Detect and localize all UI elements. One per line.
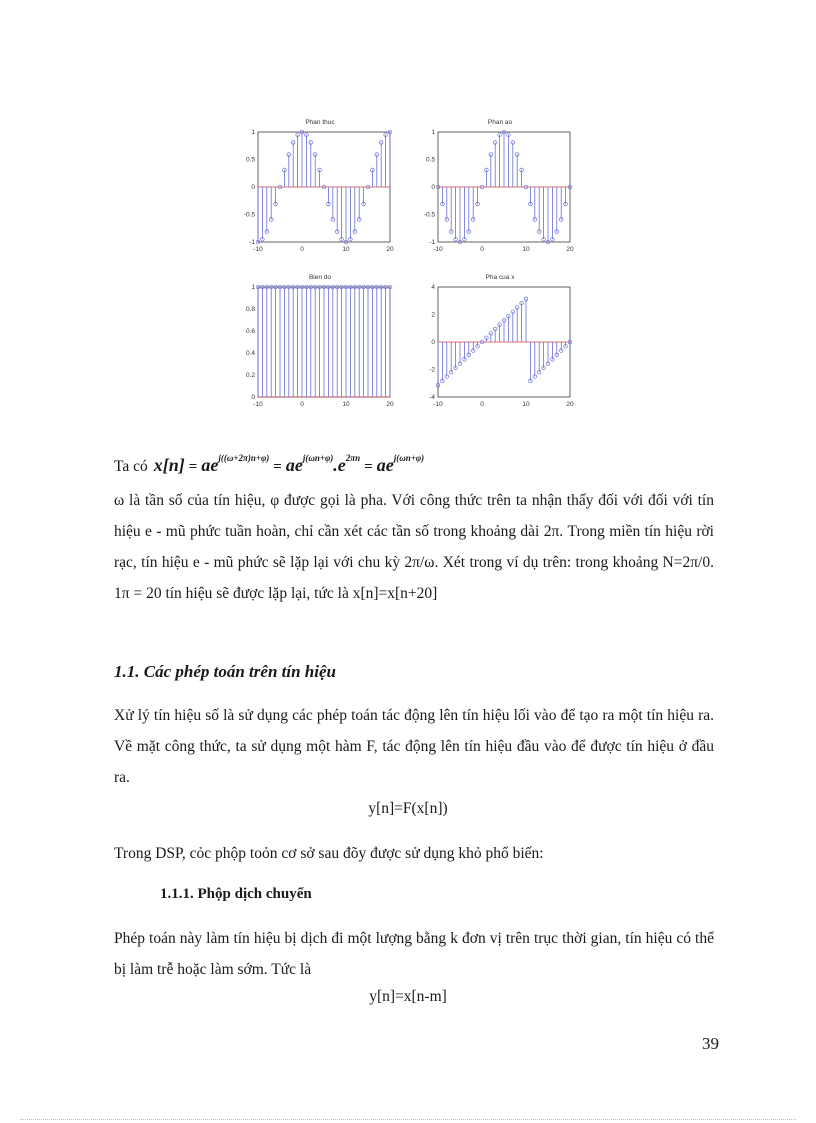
stem-marks [256, 285, 392, 397]
paragraph-frequency: ω là tần số của tín hiệu, φ được gọi là pha. Với công thức trên ta nhận thấy đối với đối với tín hiệu e - mũ phức tuần hoàn, chỉ cần xét các tần số trong khoảng dài 2π. Trong miền tín hiệu rời rạc, tín hiệu e - mũ phức sẽ lặp lại với chu kỳ 2π/ω. Xét trong ví dụ trên: trong khoảng N=2π/0. 1π = 20 tín hiệu sẽ được lặp lại, tức là x[n]=x[n+20] [114, 492, 714, 602]
y-tick-label: 0.8 [245, 306, 255, 313]
x-ticks [253, 401, 394, 408]
x-ticks [433, 246, 574, 253]
plot-title: Pha cua x [485, 274, 515, 281]
y-tick-label: 1 [431, 129, 435, 136]
formula-term-3 [377, 453, 424, 476]
y-tick-label: 0 [431, 184, 435, 191]
y-tick-label: 0 [431, 339, 435, 346]
term-exponent: j(ωn+φ) [393, 453, 425, 463]
formula-line [114, 440, 424, 476]
y-tick-label: 0.2 [245, 372, 255, 379]
paragraph-dsp-intro: Xử lý tín hiệu số là sử dụng các phép toán tác động lên tín hiệu lối vào để tạo ra một tín hiệu ra. Về mặt công thức, ta sử dụng một hàm F, tác động lên tín hiệu đầu vào để được tín hiệu ở đầu ra. [114, 707, 714, 786]
plot-magnitude-svg [230, 267, 394, 408]
y-tick-label: 0 [251, 184, 255, 191]
x-tick-label: 20 [386, 246, 394, 253]
x-tick-label: -10 [253, 246, 263, 253]
formula-term-2 [286, 453, 360, 476]
y-ticks [424, 129, 436, 246]
term-base: ae [376, 455, 394, 475]
y-tick-label: 0.6 [245, 328, 255, 335]
x-tick-label: 0 [480, 401, 484, 408]
y-tick-label: 2 [431, 311, 435, 319]
y-ticks [429, 284, 435, 401]
y-tick-label: -1 [249, 239, 255, 246]
subsection-heading: 1.1.1. Phộp dịch chuyển [160, 886, 312, 902]
equals-sign: = [188, 459, 198, 475]
x-tick-label: 0 [300, 246, 304, 253]
y-tick-label: -1 [429, 239, 435, 246]
x-tick-label: 10 [522, 401, 530, 408]
paragraph-basic-ops: Trong DSP, cỏc phộp toỏn cơ sở sau đõy được sử dụng khỏ phổ biến: [114, 845, 544, 862]
plot-title: Phan ao [487, 119, 513, 126]
y-tick-label: 0.4 [245, 350, 255, 357]
plot-magnitude [230, 267, 394, 408]
stem-marks [256, 130, 392, 244]
y-tick-label: -0.5 [243, 211, 255, 219]
plot-title: Phan thuc [305, 119, 335, 126]
equation-transform: y[n]=F(x[n]) [368, 800, 448, 817]
term-base: ae [285, 455, 303, 475]
equals-sign: = [273, 459, 282, 475]
y-tick-label: -2 [429, 366, 435, 374]
x-tick-label: 0 [480, 246, 484, 253]
plot-phase-svg [410, 267, 574, 408]
x-ticks [253, 246, 394, 253]
stem-marks [436, 130, 572, 244]
x-ticks [433, 401, 574, 408]
y-tick-label: 0 [251, 394, 255, 401]
y-tick-label: 4 [431, 284, 435, 291]
x-tick-label: -10 [433, 246, 443, 253]
page-bottom-border [20, 1119, 796, 1120]
x-tick-label: 10 [342, 246, 350, 253]
plot-phase [410, 267, 574, 408]
multiplier-exponent: 2πn [345, 453, 361, 463]
y-tick-label: 0.5 [245, 156, 255, 164]
y-tick-label: 1 [251, 129, 255, 136]
x-tick-label: -10 [253, 401, 263, 408]
plot-real-part [230, 112, 394, 253]
plot-title: Bien do [308, 274, 332, 281]
term-exponent: j(ωn+φ) [302, 453, 334, 463]
term-base: ae [201, 455, 219, 475]
y-tick-label: -4 [429, 394, 435, 401]
formula-term-1 [201, 453, 269, 476]
plot-imag-part [410, 112, 574, 253]
plot-real-part-svg [230, 112, 394, 253]
x-tick-label: 20 [566, 401, 574, 408]
x-tick-label: 10 [342, 401, 350, 408]
figure-stem-plots [230, 112, 590, 410]
y-ticks [244, 129, 256, 246]
term-exponent: j((ω+2π)n+φ) [218, 453, 270, 463]
x-tick-label: 0 [300, 401, 304, 408]
y-ticks [246, 284, 255, 401]
section-heading: 1.1. Các phép toán trên tín hiệu [114, 662, 336, 681]
plot-imag-part-svg [410, 112, 574, 253]
equation-shift: y[n]=x[n-m] [369, 988, 447, 1005]
term-multiplier: .e [333, 455, 346, 475]
y-tick-label: 0.5 [425, 156, 435, 164]
x-tick-label: -10 [433, 401, 443, 408]
page-number: 39 [702, 1034, 719, 1053]
x-tick-label: 20 [386, 401, 394, 408]
y-tick-label: 1 [251, 284, 255, 291]
paragraph-shift: Phép toán này làm tín hiệu bị dịch đi một lượng bằng k đơn vị trên trục thời gian, tín hiệu có thể bị làm trễ hoặc làm sớm. Tức là [114, 930, 714, 978]
x-tick-label: 20 [566, 246, 574, 253]
stem-marks [436, 297, 572, 387]
formula-lead: Ta có [114, 458, 148, 475]
formula-lhs: x[n] [153, 455, 185, 475]
equals-sign: = [364, 459, 373, 475]
y-tick-label: -0.5 [423, 211, 435, 219]
x-tick-label: 10 [522, 246, 530, 253]
